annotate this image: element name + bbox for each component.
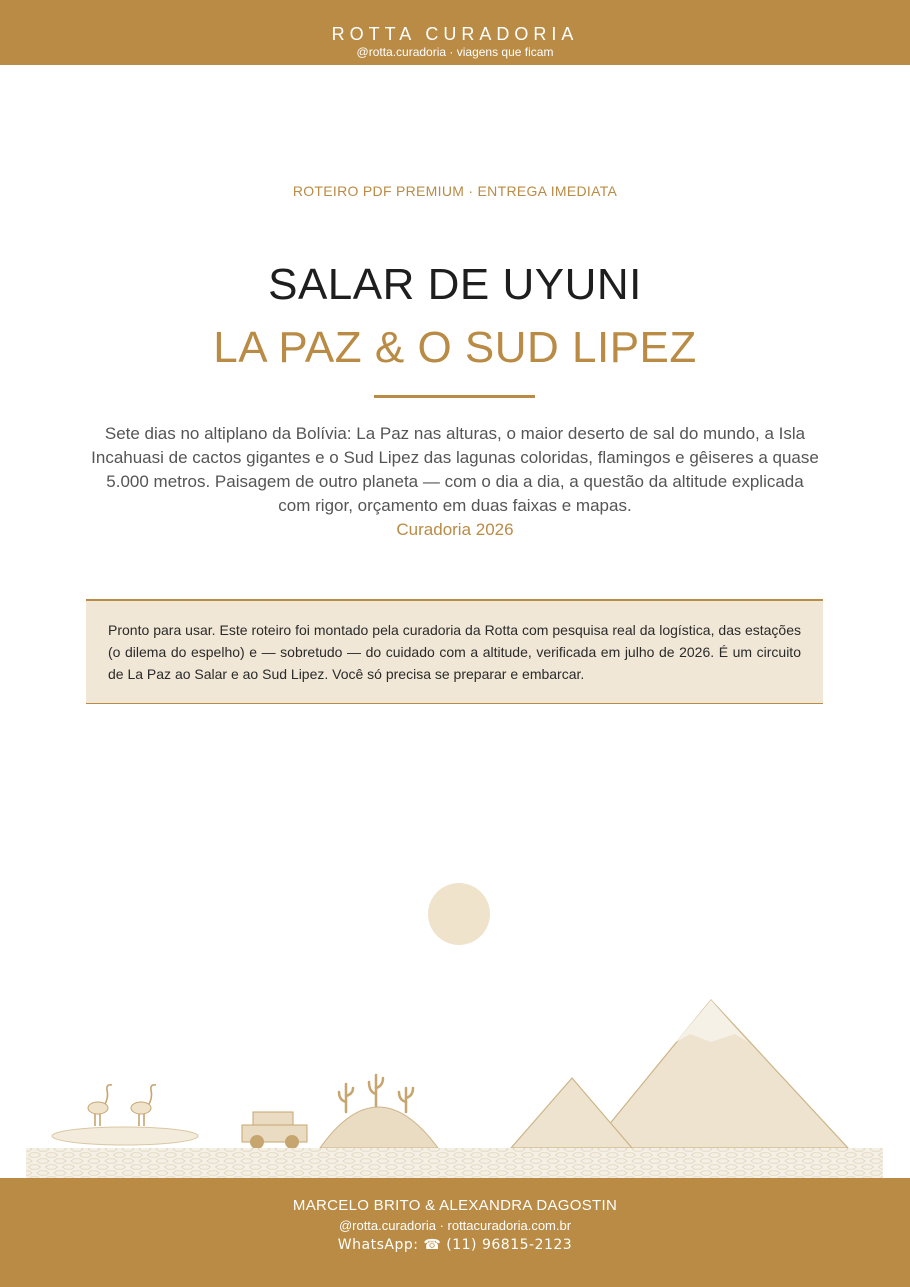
page-header (0, 0, 910, 65)
cactus-island-icon (320, 1075, 438, 1148)
footer-authors: MARCELO BRITO & ALEXANDRA DAGOSTIN (292, 1197, 618, 1214)
flamingo-lagoon-icon (52, 1085, 198, 1145)
cover-title-line2: LA PAZ & O SUD LIPEZ (213, 323, 697, 372)
ready-callout (86, 599, 823, 704)
cover-title-line1: SALAR DE UYUNI (268, 260, 642, 309)
sun-icon (428, 883, 490, 945)
cover-edition: Curadoria 2026 (396, 520, 514, 539)
jeep-icon (242, 1112, 307, 1149)
callout-body: Este roteiro foi montado pela curadoria da Rotta com pesquisa real da logística, das estações (o dilema do espelho) e — sobretudo — do cuidado com a altitude, verificada em julho de 2026. É um circuito de La Paz ao Salar e ao Sud Lipez. Você só precisa se preparar e embarcar. (108, 622, 801, 682)
brand-tagline: @rotta.curadoria · viagens que ficam (356, 45, 554, 59)
footer-contacts: @rotta.curadoria · rottacuradoria.com.br (338, 1218, 572, 1233)
altiplano-illustration (0, 870, 910, 1180)
callout-lead: Pronto para usar. (108, 622, 216, 638)
cover-intro: Sete dias no altiplano da Bolívia: La Paz nas alturas, o maior deserto de sal do mundo, a Isla Incahuasi de cactos gigantes e o Sud Lipez das lagunas coloridas, flamingos e gêiseres a quase 5.000 metros. Paisagem de outro planeta — com o dia a dia, a questão da altitude explicada com rigor, orçamento em duas faixas e mapas. (91, 424, 819, 515)
page-footer (0, 1178, 910, 1287)
mountains-icon (511, 1000, 848, 1148)
cover-kicker: ROTEIRO PDF PREMIUM · ENTREGA IMEDIATA (292, 183, 618, 199)
footer-whatsapp: WhatsApp: ☎ (11) 96815-2123 (337, 1237, 573, 1253)
title-divider (374, 395, 535, 398)
brand-name: ROTTA CURADORIA (331, 24, 579, 44)
